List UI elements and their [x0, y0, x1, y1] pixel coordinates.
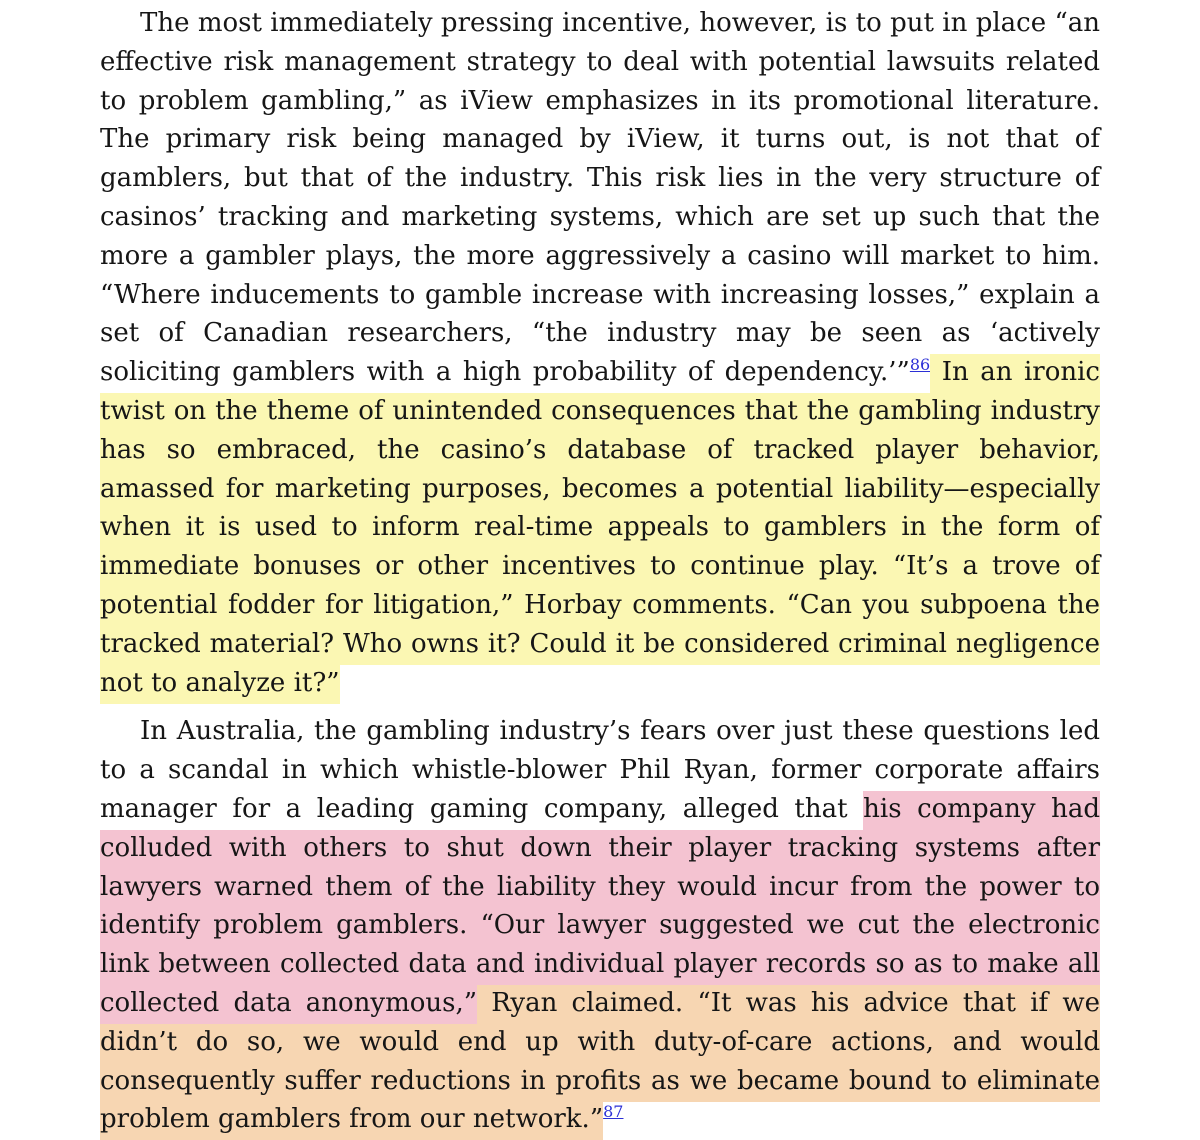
orange-highlight[interactable]: Ryan claimed. “It was his advice that if we didn’t do so, we would end up with duty-of-care actions, and would consequently suffer reductions in profits as we became bound to eliminate problem gamblers from our network.”	[100, 985, 1100, 1140]
yellow-highlight[interactable]: In an ironic twist on the theme of unintended consequences that the gambling industry has so embraced, the casino’s database of tracked player behavior, amassed for marketing purposes, becomes a potential liability—especially when it is used to inform real-time appeals to gamblers in the form of immediate bonuses or other incentives to continue play. “It’s a trove of potential fodder for litigation,” Horbay comments. “Can you subpoena the tracked material? Who owns it? Could it be considered criminal negligence not to analyze it?”	[100, 354, 1100, 703]
paragraph-2-text: In Australia, the gambling industry’s fears over just these questions led to a scandal in which whistle-blower Phil Ryan, former corporate affairs manager for a leading gaming company, alleged that	[100, 716, 1100, 824]
pink-highlight[interactable]: his company had colluded with others to shut down their player tracking systems after lawyers warned them of the liability they would incur from the power to identify problem gamblers. “Our lawyer suggested we cut the electronic link between collected data and individual player records so as to make all collected data anonymous,”	[100, 791, 1100, 1024]
footnote-86-link[interactable]: 86	[909, 355, 931, 375]
paragraph-2	[100, 712, 1100, 1139]
footnote-87-link[interactable]: 87	[603, 1102, 624, 1122]
paragraph-1	[100, 4, 1100, 702]
document-page	[100, 4, 1100, 1139]
paragraph-1-text: The most immediately pressing incentive, however, is to put in place “an effective risk management strategy to deal with potential lawsuits related to problem gambling,” as iView emphasizes in its promotional literature. The primary risk being managed by iView, it turns out, is not that of gamblers, but that of the industry. This risk lies in the very structure of casinos’ tracking and marketing systems, which are set up such that the more a gambler plays, the more aggressively a casino will market to him. “Where inducements to gamble increase with increasing losses,” explain a set of Canadian researchers, “the industry may be seen as ‘actively soliciting gamblers with a high probability of dependency.’”	[100, 8, 1100, 388]
